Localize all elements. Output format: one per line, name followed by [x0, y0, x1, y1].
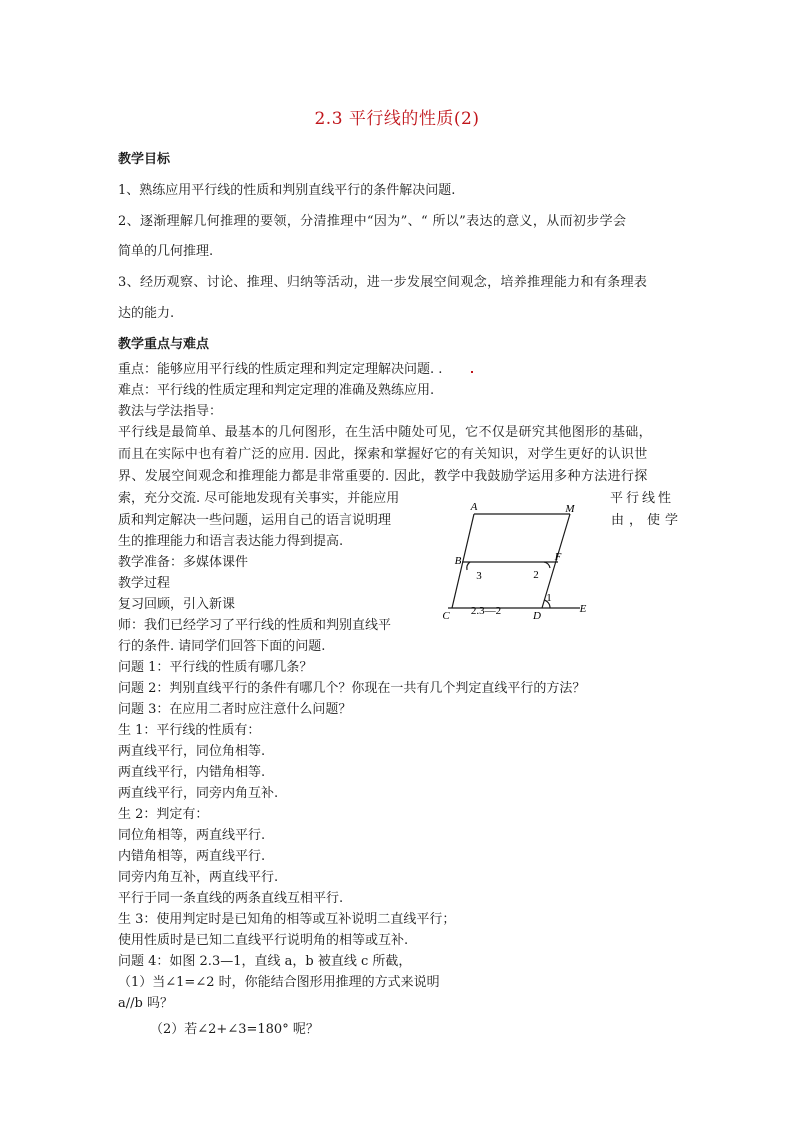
- body-line: 同旁内角互补，两直线平行.: [118, 870, 279, 885]
- goal-line: 2、逐渐理解几何推理的要领，分清推理中“因为”、“ 所以”表达的意义，从而初步学会: [118, 214, 627, 229]
- body-line: 同位角相等，两直线平行.: [118, 828, 266, 843]
- body-line: 界、发展空间观念和推理能力都是非常重要的. 因此，教学中我鼓励学运用多种方法进行探: [118, 469, 648, 484]
- point-label-b: B: [454, 555, 462, 567]
- body-line: 问题 4：如图 2.3—1，直线 a，b 被直线 c 所截，: [118, 954, 412, 969]
- body-line: 行的条件. 请同学们回答下面的问题.: [118, 639, 326, 654]
- body-line: 难点：平行线的性质定理和判定定理的准确及熟练应用.: [118, 383, 435, 398]
- page-title: 2.3 平行线的性质(2): [314, 109, 480, 129]
- body-line: 教学过程: [118, 576, 171, 591]
- body-line: 问题 3：在应用二者时应注意什么问题？: [118, 702, 352, 717]
- point-label-c: C: [442, 610, 450, 622]
- body-line: 教学准备：多媒体课件: [118, 555, 249, 570]
- geometry-figure: [440, 500, 600, 625]
- point-label-f: F: [554, 551, 562, 563]
- figure-caption: 2.3—2: [470, 605, 502, 617]
- body-line: a//b 吗？: [118, 996, 173, 1011]
- angle-label-3: 3: [476, 570, 482, 582]
- body-line: 索，充分交流. 尽可能地发现有关事实，并能应用: [118, 491, 400, 506]
- body-line: 两直线平行，内错角相等.: [118, 765, 266, 780]
- side-text-right: 由，使学: [611, 513, 684, 528]
- body-line: 生 1：平行线的性质有：: [118, 723, 261, 738]
- focus-heading: 教学重点与难点: [118, 337, 210, 352]
- point-label-m: M: [565, 503, 575, 515]
- goal-line: 达的能力.: [118, 306, 175, 321]
- body-line: （1）当∠1=∠2 时，你能结合图形用推理的方式来说明: [118, 975, 440, 990]
- body-line: 复习回顾，引入新课: [118, 597, 236, 612]
- body-line: 平行于同一条直线的两条直线互相平行.: [118, 891, 344, 906]
- body-line: （2）若∠2+∠3=180° 呢？: [150, 1022, 319, 1037]
- goal-line: 3、经历观察、讨论、推理、归纳等活动，进一步发展空间观念，培养推理能力和有条理表: [118, 275, 648, 290]
- body-line: 质和判定解决一些问题，运用自己的语言说明理: [118, 513, 392, 528]
- body-line: 生的推理能力和语言表达能力得到提高.: [118, 534, 344, 549]
- body-line: 问题 2：判别直线平行的条件有哪几个？你现在一共有几个判定直线平行的方法？: [118, 681, 586, 696]
- side-text-right: 平行线性: [610, 491, 675, 506]
- body-line: 生 3：使用判定时是已知角的相等或互补说明二直线平行；: [118, 912, 456, 927]
- red-dot-mark: [471, 371, 473, 373]
- goal-line: 简单的几何推理.: [118, 244, 214, 259]
- body-line: 内错角相等，两直线平行.: [118, 849, 266, 864]
- body-line: 两直线平行，同旁内角互补.: [118, 786, 279, 801]
- point-label-e: E: [579, 603, 587, 615]
- body-line: 两直线平行，同位角相等.: [118, 744, 266, 759]
- point-label-a: A: [470, 501, 478, 513]
- goals-heading: 教学目标: [118, 152, 171, 167]
- body-line: 平行线是最简单、最基本的几何图形，在生活中随处可见，它不仅是研究其他图形的基础，: [118, 425, 653, 440]
- body-line: 问题 1：平行线的性质有哪几条？: [118, 660, 313, 675]
- body-line: 重点：能够应用平行线的性质定理和判定定理解决问题. .: [118, 362, 443, 377]
- point-label-d: D: [533, 610, 541, 622]
- body-line: 教法与学法指导：: [118, 404, 223, 419]
- angle-label-1: 1: [546, 592, 552, 604]
- body-line: 而且在实际中也有着广泛的应用. 因此，探索和掌握好它的有关知识，对学生更好的认识世: [118, 447, 648, 462]
- body-line: 师：我们已经学习了平行线的性质和判别直线平: [118, 618, 392, 633]
- body-line: 生 2：判定有：: [118, 807, 209, 822]
- goal-line: 1、熟练应用平行线的性质和判别直线平行的条件解决问题.: [118, 183, 456, 198]
- angle-label-2: 2: [533, 569, 539, 581]
- body-line: 使用性质时是已知二直线平行说明角的相等或互补.: [118, 933, 409, 948]
